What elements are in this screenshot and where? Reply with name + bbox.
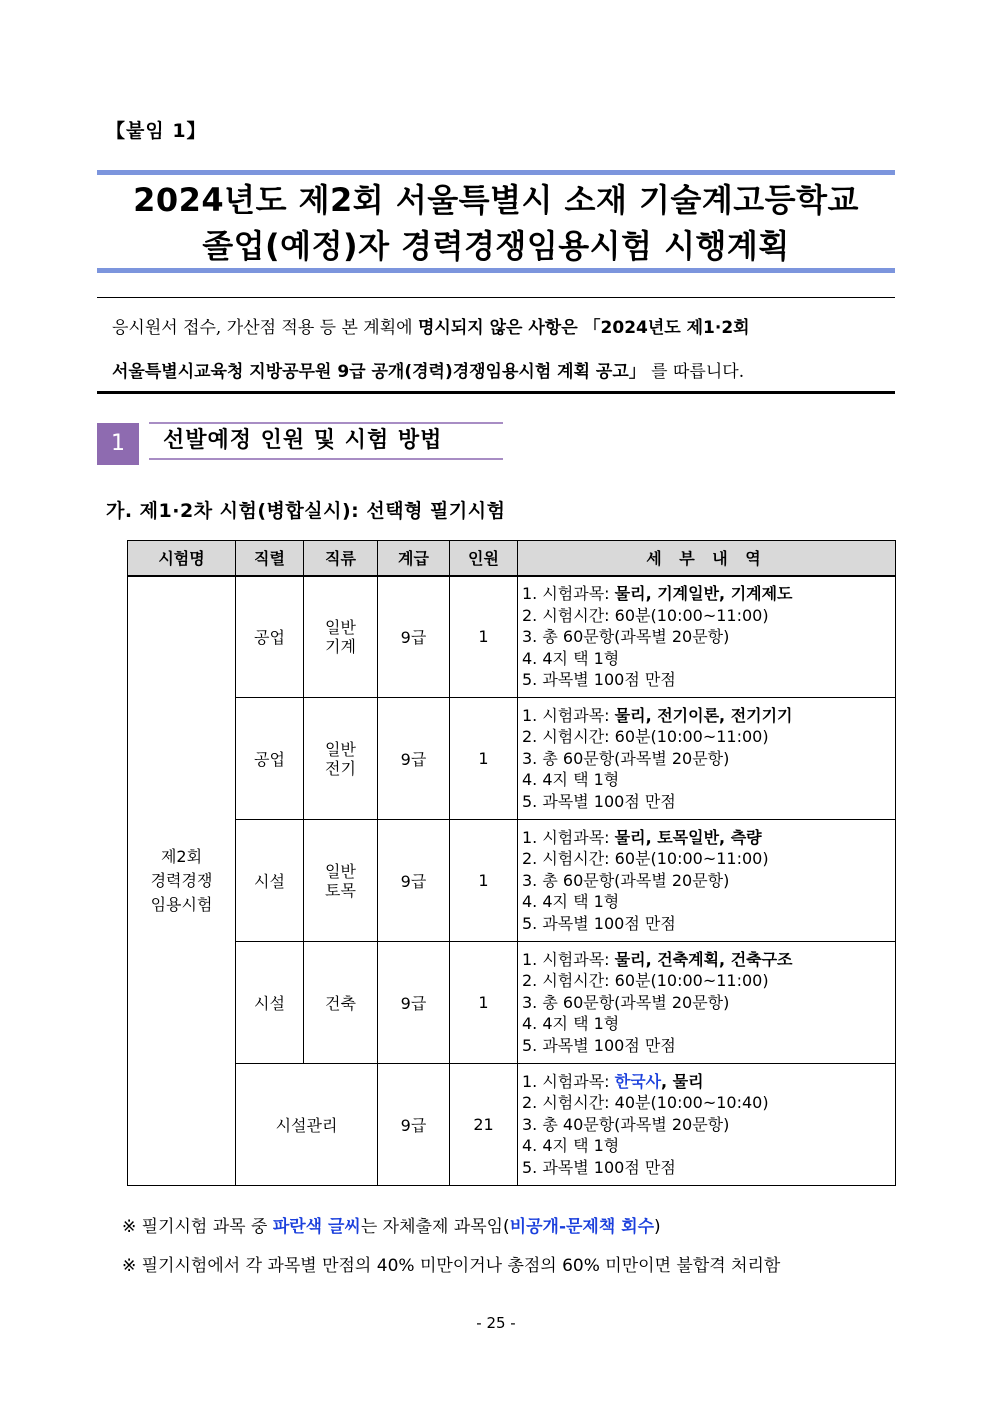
note-text: ) [654,1217,661,1237]
count-cell: 21 [450,1064,518,1186]
note-self-made-subjects [122,1212,661,1237]
choice-format: 4. 4지 택 1형 [522,770,620,790]
exam-name-line: 임용시험 [150,894,213,914]
table-row [128,698,896,820]
field-line: 일반 [325,617,356,637]
question-count: 3. 총 60문항(과목별 20문항) [522,627,730,646]
header-details: 세 부 내 역 [518,541,896,576]
exam-time: 2. 시험시간: 60분(10:00~11:00) [522,849,769,869]
page-number: - 25 - [476,1314,516,1332]
subject-label: 1. 시험과목: [522,584,615,603]
subjects: , 물리 [661,1071,704,1091]
details-cell [518,820,896,942]
subjects: 물리, 건축계획, 건축구조 [614,949,793,969]
details-cell [518,698,896,820]
note-text: 는 자체출제 과목임( [360,1217,510,1237]
title-bottom-bar [97,268,895,273]
full-score: 5. 과목별 100점 만점 [522,1035,676,1055]
field-line: 기계 [325,636,356,656]
table-row [128,1064,896,1186]
grade-cell: 9급 [378,1064,450,1186]
exam-name-cell [128,576,236,1186]
count-cell: 1 [450,942,518,1064]
subjects: 물리, 기계일반, 기계제도 [614,584,793,603]
subject-label: 1. 시험과목: [522,1071,615,1091]
subjects: 물리, 전기이론, 전기기기 [614,705,793,725]
header-grade: 계급 [378,541,450,576]
series-cell: 시설 [236,820,304,942]
count-cell: 1 [450,576,518,698]
table-row [128,576,896,698]
intro-paragraph [112,306,882,394]
document-title-line1: 2024년도 제2회 서울특별시 소재 기술계고등학교 [133,181,859,219]
full-score: 5. 과목별 100점 만점 [522,1157,676,1177]
grade-cell: 9급 [378,942,450,1064]
exam-time: 2. 시험시간: 60분(10:00~11:00) [522,971,769,991]
count-cell: 1 [450,698,518,820]
note-text: ※ 필기시험 과목 중 [122,1217,273,1237]
choice-format: 4. 4지 택 1형 [522,1136,620,1156]
field-cell [304,820,378,942]
field-line: 전기 [325,758,356,778]
series-cell: 공업 [236,698,304,820]
document-title-line2: 졸업(예정)자 경력경쟁임용시험 시행계획 [202,227,790,265]
question-count: 3. 총 40문항(과목별 20문항) [522,1114,730,1134]
subject-label: 1. 시험과목: [522,827,615,847]
subject-label: 1. 시험과목: [522,705,615,725]
attachment-label: 【붙임 1】 [106,120,207,142]
header-field: 직류 [304,541,378,576]
choice-format: 4. 4지 택 1형 [522,892,620,912]
details-cell [518,576,896,698]
series-cell: 공업 [236,576,304,698]
intro-bold-1: 명시되지 않은 사항은 「2024년도 제1·2회 [417,318,750,338]
choice-format: 4. 4지 택 1형 [522,1014,620,1034]
exam-plan-table [127,540,896,1186]
exam-name-line: 제2회 [160,846,203,866]
field-cell [304,576,378,698]
details-cell [518,1064,896,1186]
header-count: 인원 [450,541,518,576]
note-blue-text: 비공개-문제책 회수 [509,1217,655,1237]
details-cell [518,942,896,1064]
field-cell [304,698,378,820]
exam-name-line: 경력경쟁 [150,870,213,890]
field-line: 토목 [325,880,356,900]
intro-text-2: 를 따릅니다. [645,362,745,382]
full-score: 5. 과목별 100점 만점 [522,913,676,933]
field-line: 일반 [325,739,356,759]
exam-time: 2. 시험시간: 60분(10:00~11:00) [522,605,769,625]
table-row [128,942,896,1064]
full-score: 5. 과목별 100점 만점 [522,670,676,689]
question-count: 3. 총 60문항(과목별 20문항) [522,992,730,1012]
self-made-subject: 한국사 [614,1071,662,1091]
table-header-row [128,541,896,576]
intro-top-rule [97,297,895,298]
header-series: 직렬 [236,541,304,576]
intro-text-1: 응시원서 접수, 가산점 적용 등 본 계획에 [112,318,418,338]
count-cell: 1 [450,820,518,942]
section-title: 선발예정 인원 및 시험 방법 [149,422,503,460]
grade-cell: 9급 [378,820,450,942]
section-number-badge: 1 [97,423,139,465]
subjects: 물리, 토목일반, 측량 [614,827,762,847]
question-count: 3. 총 60문항(과목별 20문항) [522,748,730,768]
subsection-title: 가. 제1·2차 시험(병합실시): 선택형 필기시험 [106,500,506,522]
field-line: 일반 [325,861,356,881]
intro-bold-2: 서울특별시교육청 지방공무원 9급 공개(경력)경쟁임용시험 계획 공고」 [112,362,646,382]
exam-time: 2. 시험시간: 60분(10:00~11:00) [522,727,769,747]
grade-cell: 9급 [378,576,450,698]
table-row [128,820,896,942]
note-fail-criteria: ※ 필기시험에서 각 과목별 만점의 40% 미만이거나 총점의 60% 미만이면 불합격 처리함 [122,1256,781,1276]
note-blue-text: 파란색 글씨 [272,1217,361,1237]
full-score: 5. 과목별 100점 만점 [522,791,676,811]
question-count: 3. 총 60문항(과목별 20문항) [522,870,730,890]
series-cell: 시설 [236,942,304,1064]
choice-format: 4. 4지 택 1형 [522,648,620,668]
title-top-bar [97,170,895,175]
header-exam-name: 시험명 [128,541,236,576]
field-cell: 건축 [304,942,378,1064]
intro-bottom-rule [97,391,895,394]
subject-label: 1. 시험과목: [522,949,615,969]
series-field-cell: 시설관리 [236,1064,378,1186]
grade-cell: 9급 [378,698,450,820]
exam-time: 2. 시험시간: 40분(10:00~10:40) [522,1093,769,1113]
